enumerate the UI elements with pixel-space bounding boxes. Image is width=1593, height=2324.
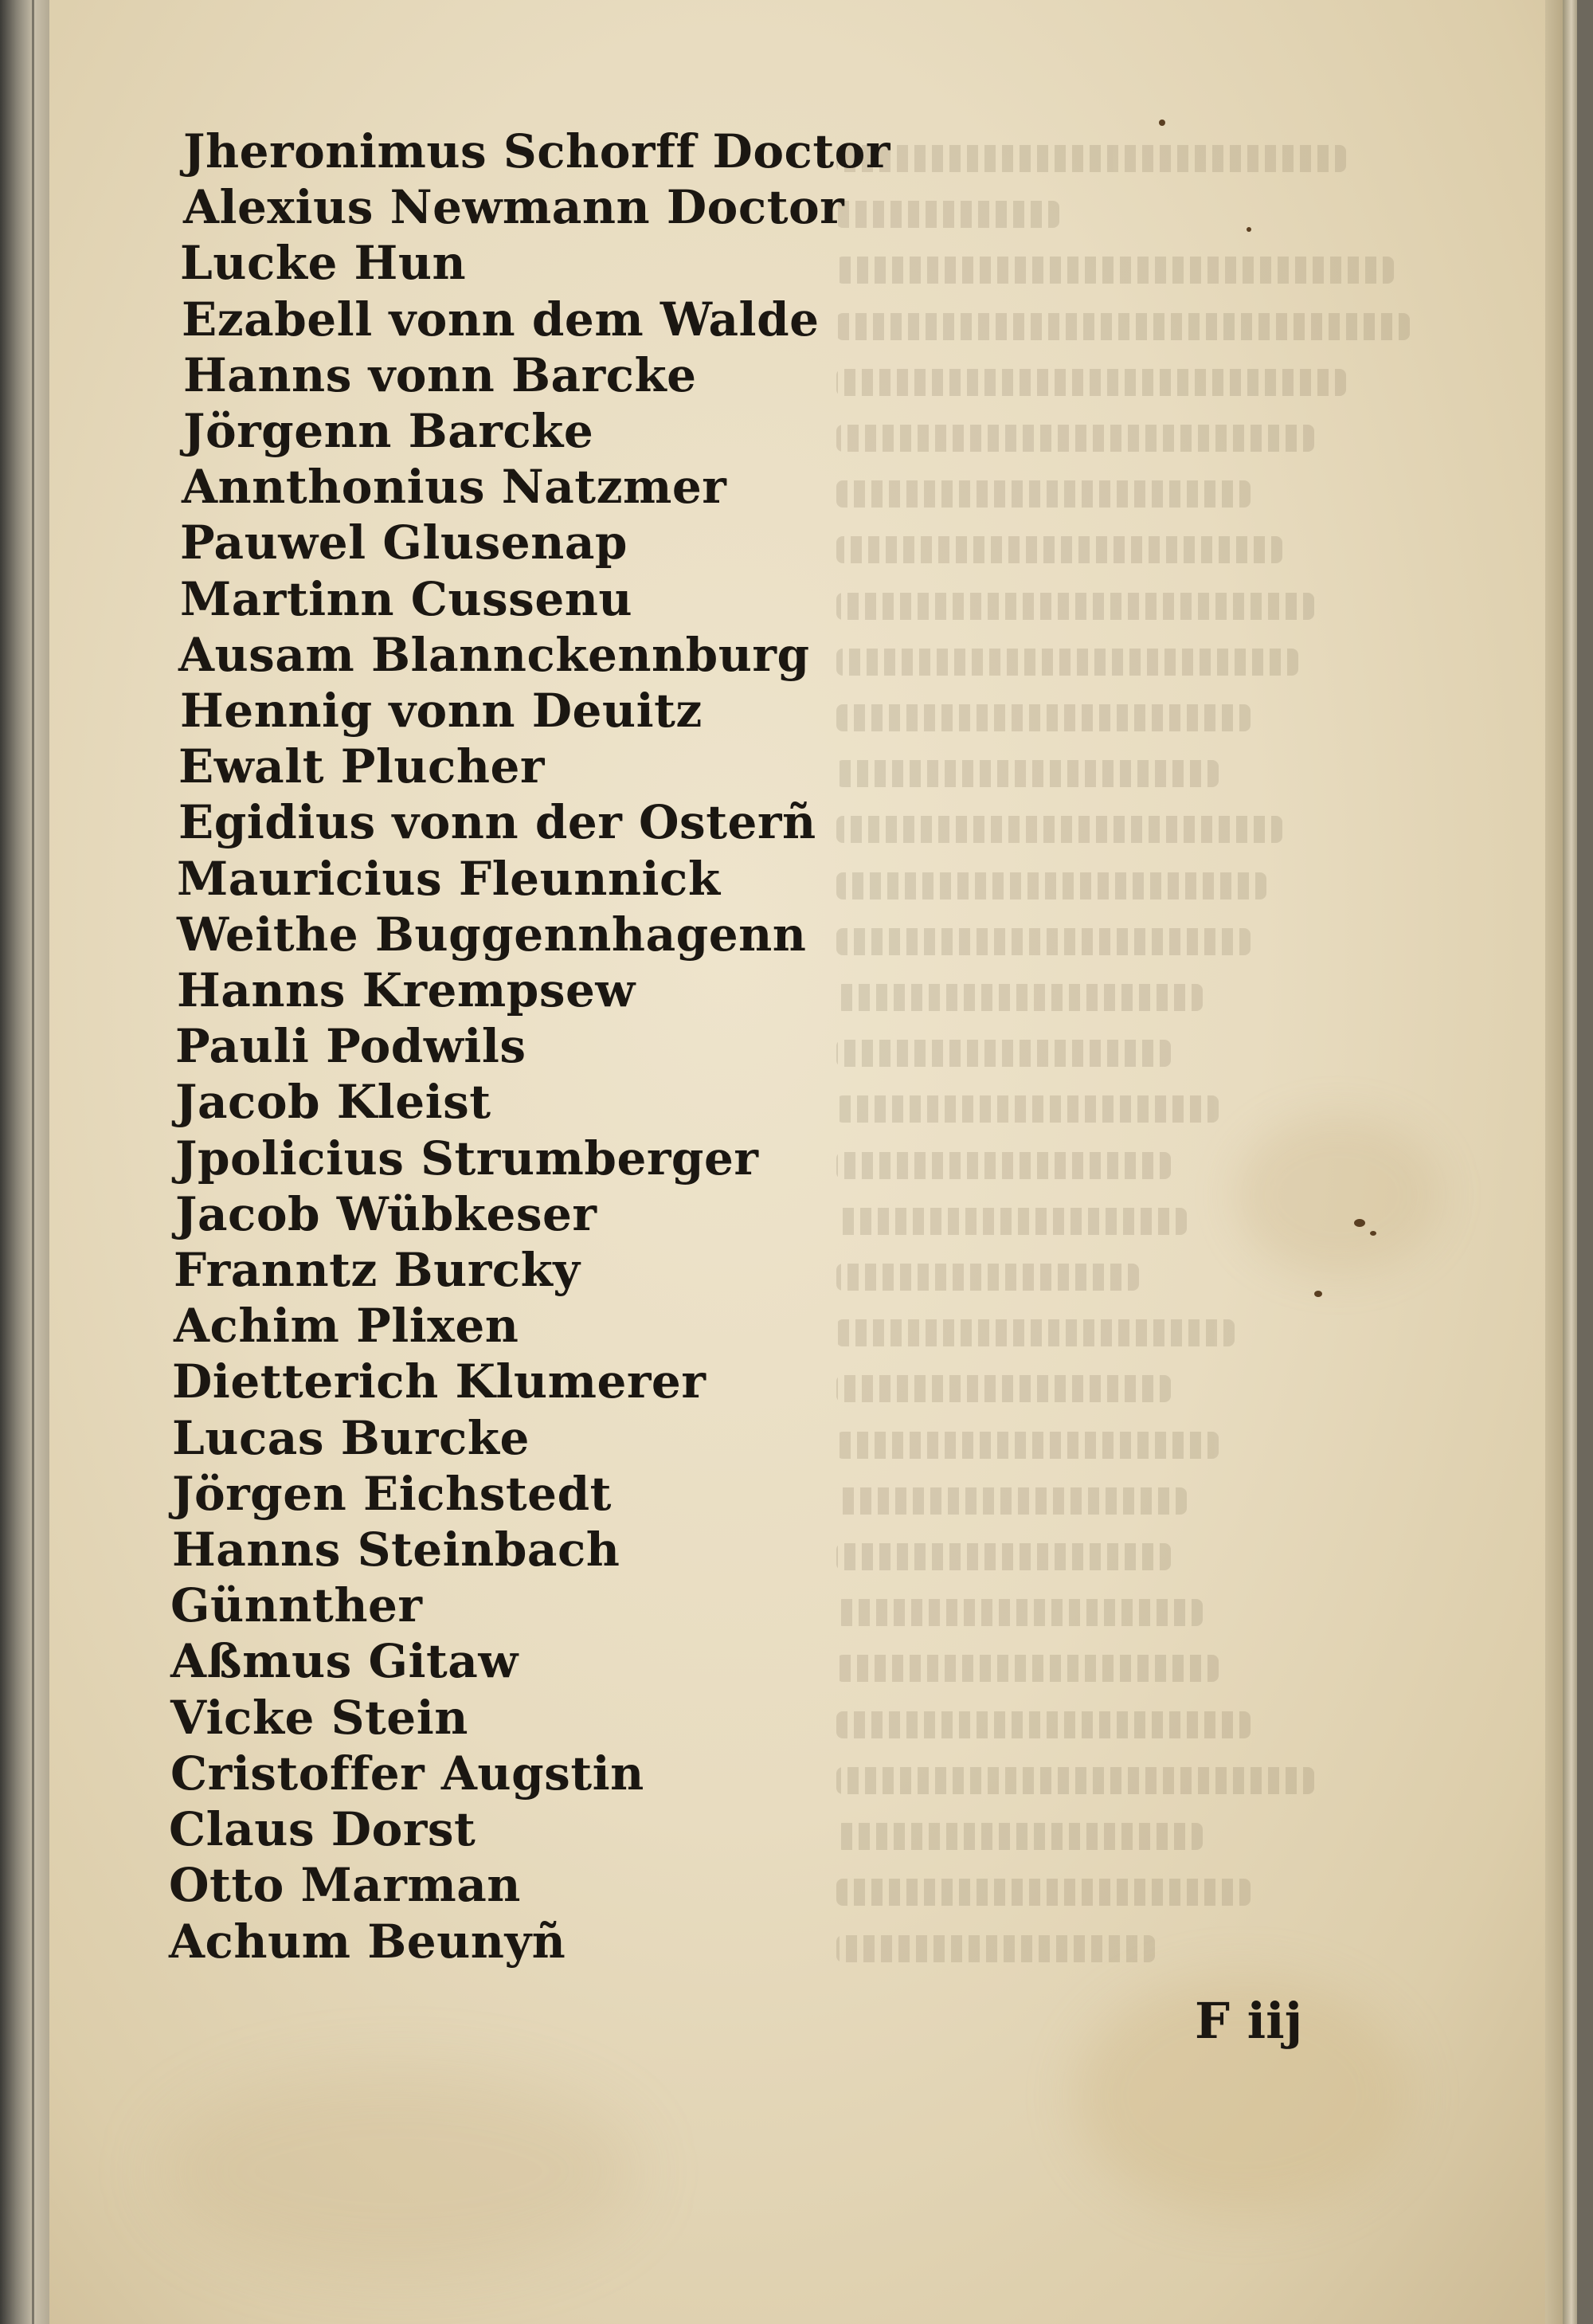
ghost-line — [836, 463, 1442, 519]
name-entry: Martinn Cussenu — [180, 571, 633, 626]
name-entry: Weithe Buggennhagenn — [177, 907, 807, 962]
name-entry: Annthonius Natzmer — [182, 460, 727, 515]
name-entry: Hanns Steinbach — [172, 1523, 620, 1577]
page-edge — [1563, 0, 1577, 2324]
ghost-line — [836, 1078, 1442, 1134]
ghost-line — [836, 687, 1442, 743]
name-entry: Egidius vonn der Osterñ — [178, 795, 816, 850]
ghost-line — [836, 911, 1442, 966]
ghost-line — [836, 1637, 1442, 1693]
ghost-line — [836, 1750, 1442, 1805]
name-entry: Pauli Podwils — [175, 1019, 526, 1074]
name-entry: Vicke Stein — [170, 1690, 468, 1745]
ghost-line — [836, 1526, 1442, 1581]
ghost-line — [836, 1918, 1442, 1973]
name-entry: Lucke Hun — [180, 236, 467, 291]
name-entry: Otto Marman — [169, 1858, 521, 1913]
name-entry: Günnther — [170, 1578, 423, 1633]
name-entry: Jacob Kleist — [175, 1075, 491, 1130]
name-entry: Hanns vonn Barcke — [183, 347, 697, 402]
ghost-line — [836, 1414, 1442, 1470]
ghost-line — [836, 407, 1442, 463]
ghost-line — [836, 1694, 1442, 1750]
name-entry: Jpolicius Strumberger — [175, 1131, 759, 1186]
name-entry: Hanns Krempsew — [177, 963, 636, 1018]
ghost-line — [836, 519, 1442, 574]
ghost-line — [836, 798, 1442, 854]
ghost-line — [836, 1358, 1442, 1413]
page-edge — [1577, 0, 1593, 2324]
ghost-line — [836, 127, 1442, 183]
ghost-line — [836, 1470, 1442, 1526]
ghost-line — [836, 1581, 1442, 1637]
ghost-line — [836, 1246, 1442, 1302]
name-entry: Cristoffer Augstin — [170, 1746, 644, 1801]
name-entry: Mauricius Fleunnick — [177, 851, 721, 906]
book-spine — [0, 0, 49, 2324]
ghost-line — [836, 743, 1442, 798]
ghost-line — [836, 631, 1442, 687]
name-entry: Ewalt Plucher — [178, 739, 545, 794]
name-entry: Jörgen Eichstedt — [172, 1466, 612, 1521]
name-entry: Franntz Burcky — [174, 1243, 581, 1298]
ghost-line — [836, 296, 1442, 351]
name-entry: Pauwel Glusenap — [180, 515, 628, 570]
ghost-line — [836, 1135, 1442, 1190]
signature-mark: F iij — [1195, 1992, 1303, 2050]
gutter-line — [32, 0, 34, 2324]
name-entry: Hennig vonn Deuitz — [180, 684, 703, 739]
name-entry: Alexius Newmann Doctor — [183, 180, 845, 235]
ghost-line — [836, 351, 1442, 407]
bleed-through-text — [836, 127, 1442, 1973]
name-entry: Jacob Wübkeser — [175, 1186, 597, 1241]
name-entry: Claus Dorst — [169, 1802, 476, 1857]
name-entry: Achim Plixen — [174, 1299, 519, 1354]
ghost-line — [836, 1302, 1442, 1358]
name-entry: Jörgenn Barcke — [183, 404, 594, 459]
page-edge — [1545, 0, 1563, 2324]
ghost-line — [836, 966, 1442, 1022]
ghost-line — [836, 1805, 1442, 1861]
ghost-line — [836, 575, 1442, 631]
name-entry: Dietterich Klumerer — [172, 1354, 706, 1409]
ghost-line — [836, 1861, 1442, 1917]
ghost-line — [836, 1190, 1442, 1246]
name-list — [169, 123, 890, 1969]
name-entry: Achum Beunyñ — [169, 1914, 566, 1969]
name-entry: Ausam Blannckennburg — [178, 627, 810, 682]
name-entry: Aßmus Gitaw — [170, 1634, 519, 1689]
ghost-line — [836, 239, 1442, 295]
ink-speck — [1159, 120, 1165, 126]
ghost-line — [836, 855, 1442, 911]
name-entry: Lucas Burcke — [172, 1410, 530, 1465]
name-entry: Ezabell vonn dem Walde — [182, 292, 820, 347]
ghost-line — [836, 1022, 1442, 1078]
ghost-line — [836, 183, 1442, 239]
name-entry: Jheronimus Schorff Doctor — [183, 124, 890, 178]
